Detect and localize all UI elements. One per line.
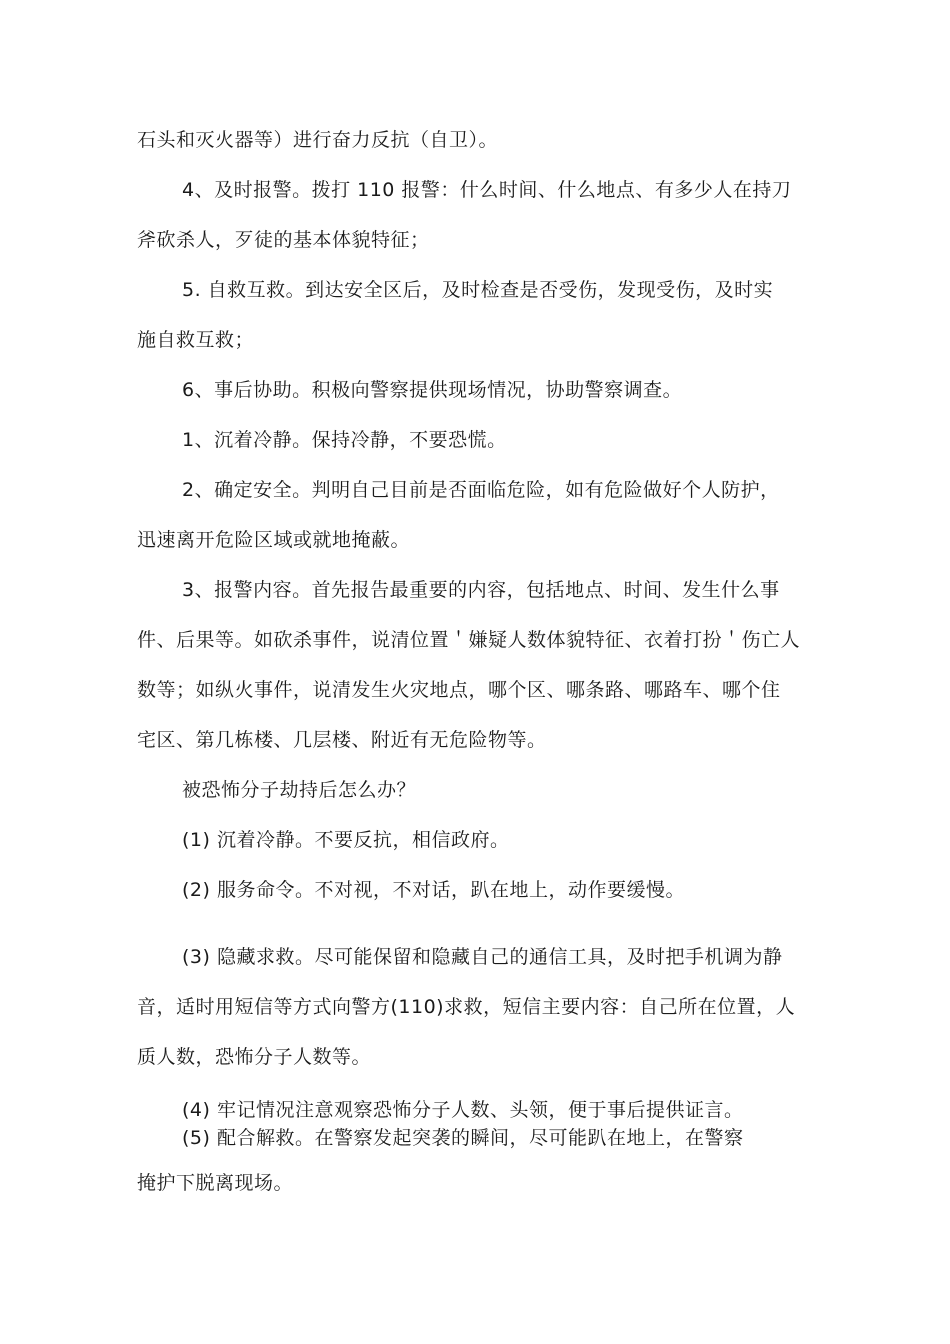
text-line: (4) 牢记情况注意观察恐怖分子人数、头领，便于事后提供证言。 bbox=[182, 1099, 744, 1121]
text-line: 音，适时用短信等方式向警方(110)求救，短信主要内容：自己所在位置，人 bbox=[137, 996, 796, 1018]
text-line: 2、确定安全。判明自己目前是否面临危险，如有危险做好个人防护， bbox=[182, 479, 780, 501]
text-line: 5. 自救互救。到达安全区后，及时检查是否受伤，发现受伤，及时实 bbox=[182, 279, 774, 301]
text-line: (2) 服务命令。不对视，不对话，趴在地上，动作要缓慢。 bbox=[182, 879, 685, 901]
text-line: (5) 配合解救。在警察发起突袭的瞬间，尽可能趴在地上，在警察 bbox=[182, 1127, 744, 1149]
text-line: (1) 沉着冷静。不要反抗，相信政府。 bbox=[182, 829, 510, 851]
text-line: 宅区、第几栋楼、几层楼、附近有无危险物等。 bbox=[137, 729, 547, 751]
text-line: 斧砍杀人，歹徒的基本体貌特征； bbox=[137, 229, 430, 251]
text-line: 掩护下脱离现场。 bbox=[137, 1172, 294, 1194]
text-line: 4、及时报警。拨打 110 报警：什么时间、什么地点、有多少人在持刀 bbox=[182, 179, 792, 201]
text-line: 6、事后协助。积极向警察提供现场情况，协助警察调查。 bbox=[182, 379, 683, 401]
section-question: 被恐怖分子劫持后怎么办？ bbox=[182, 779, 417, 801]
text-line: (3) 隐藏求救。尽可能保留和隐藏自己的通信工具，及时把手机调为静 bbox=[182, 946, 783, 968]
text-line: 石头和灭火器等）进行奋力反抗（自卫）。 bbox=[137, 129, 499, 151]
text-line: 质人数，恐怖分子人数等。 bbox=[137, 1046, 372, 1068]
text-line: 数等；如纵火事件，说清发生火灾地点，哪个区、哪条路、哪路车、哪个住 bbox=[137, 679, 781, 701]
text-line: 1、沉着冷静。保持冷静，不要恐慌。 bbox=[182, 429, 507, 451]
text-line: 3、报警内容。首先报告最重要的内容，包括地点、时间、发生什么事 bbox=[182, 579, 780, 601]
text-line: 迅速离开危险区域或就地掩蔽。 bbox=[137, 529, 411, 551]
text-line: 施自救互救； bbox=[137, 329, 255, 351]
text-line: 件、后果等。如砍杀事件，说清位置＇嫌疑人数体貌特征、衣着打扮＇伤亡人 bbox=[137, 629, 801, 651]
